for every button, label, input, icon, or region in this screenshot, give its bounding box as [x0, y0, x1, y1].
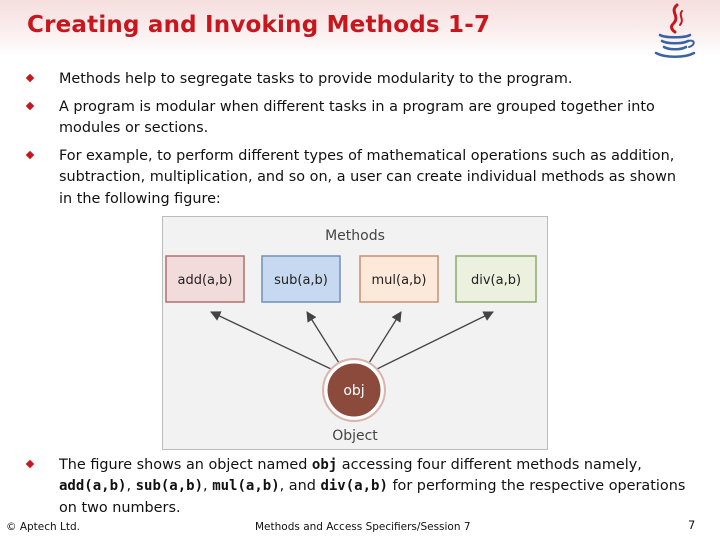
bullet-diamond-icon — [26, 151, 34, 159]
footer-session: Methods and Access Specifiers/Session 7 — [255, 521, 471, 533]
footer-page-number: 7 — [688, 518, 696, 532]
object-label: obj — [343, 383, 365, 399]
bullet-diamond-icon — [26, 74, 34, 82]
diagram-title: Methods — [325, 228, 385, 244]
bullet-diamond-icon — [26, 460, 34, 468]
arrow-to-mul — [369, 312, 401, 363]
diagram-caption: Object — [332, 428, 378, 444]
bullet-text — [59, 69, 689, 90]
text-run: For example, to perform different types of mathematical operations such as addition, subtraction, multiplication, and so on, a user can create individual methods as shown in the following figure: — [59, 148, 677, 207]
methods-diagram-canvas — [163, 217, 547, 449]
method-label-add: add(a,b) — [177, 273, 233, 288]
text-run: , — [126, 478, 136, 495]
text-run: , and — [279, 478, 321, 495]
method-box-div — [456, 256, 536, 302]
java-coffee-cup-icon — [651, 2, 699, 60]
arrow-to-div — [377, 312, 493, 369]
bullet-text — [59, 146, 689, 210]
method-label-div: div(a,b) — [470, 273, 522, 288]
text-run: for performing the respective operations on two numbers. — [59, 478, 686, 516]
bullet-diamond-icon — [26, 102, 34, 110]
method-box-mul — [360, 256, 438, 302]
object-node — [323, 359, 385, 421]
text-run: The figure shows an object named — [59, 457, 312, 473]
method-box-sub — [262, 256, 340, 302]
inline-code: add(a,b) — [59, 478, 127, 495]
methods-diagram — [162, 216, 548, 450]
footer-copyright: © Aptech Ltd. — [6, 521, 80, 533]
page-title: Creating and Invoking Methods 1-7 — [27, 12, 491, 38]
bullet-text — [59, 455, 689, 519]
method-label-mul: mul(a,b) — [371, 273, 427, 288]
method-box-add — [166, 256, 244, 302]
text-run: Methods help to segregate tasks to provide modularity to the program. — [59, 71, 573, 87]
inline-code: sub(a,b) — [135, 478, 204, 495]
inline-code: obj — [311, 457, 338, 473]
inline-code: div(a,b) — [320, 478, 388, 495]
text-run: , — [203, 478, 213, 495]
arrow-to-sub — [307, 312, 339, 363]
text-run: A program is modular when different tasks in a program are grouped together into modules or sections. — [59, 99, 655, 137]
bullet-text — [59, 97, 689, 140]
method-label-sub: sub(a,b) — [274, 273, 328, 288]
text-run: accessing four different methods namely, — [337, 457, 642, 473]
inline-code: mul(a,b) — [212, 478, 280, 495]
